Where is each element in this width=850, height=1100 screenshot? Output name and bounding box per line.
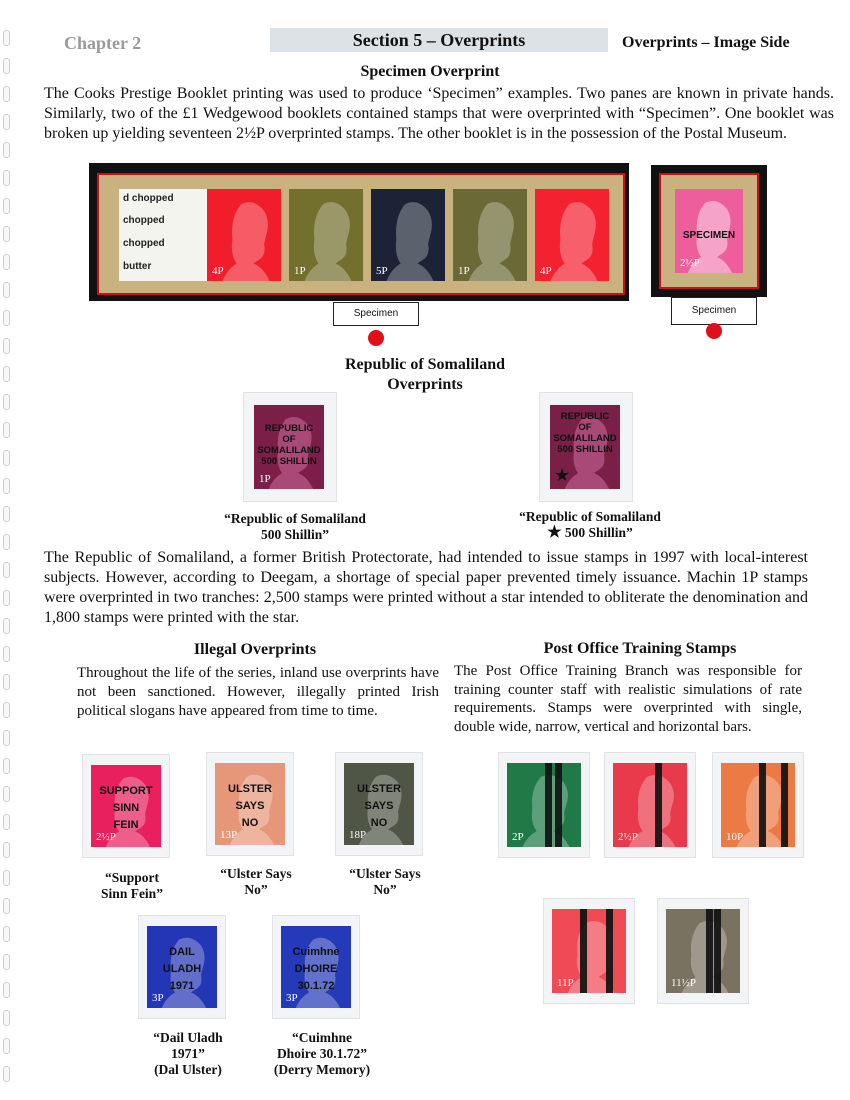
caption-line: “Ulster Says [220, 866, 292, 881]
stamp-value: 2½P [618, 831, 638, 843]
star-icon: ★ [547, 524, 562, 541]
stamp-value: 18P [349, 829, 367, 841]
binder-hole [3, 198, 10, 214]
overprint-line: SAYS [235, 800, 265, 812]
booklet-pane [97, 173, 625, 295]
illegal-overprint-stamp [281, 926, 351, 1008]
training-stamp [721, 763, 795, 847]
stamp-value: 1P [458, 265, 470, 277]
single-stamp-frame [659, 173, 759, 289]
somaliland-heading-line2: Overprints [387, 376, 463, 393]
stamp-mount [543, 898, 635, 1004]
obliteration-bar [714, 909, 721, 993]
page-side-title: Overprints – Image Side [622, 34, 790, 51]
stamp-value: 11½P [671, 977, 696, 989]
stamp-mount [138, 915, 226, 1019]
binder-hole [3, 646, 10, 662]
slogan-overprint [147, 944, 217, 995]
binder-hole [3, 702, 10, 718]
stamp-value: 4P [212, 265, 224, 277]
overprint-line: OF [578, 422, 592, 433]
binder-hole [3, 114, 10, 130]
obliteration-bar [655, 763, 662, 847]
binder-hole [3, 30, 10, 46]
stamp-mount [335, 752, 423, 856]
somaliland-overprint [550, 411, 620, 455]
binder-hole [3, 422, 10, 438]
binder-hole [3, 926, 10, 942]
illegal-stamp-caption [330, 866, 440, 898]
overprint-line: SOMALILAND [257, 445, 321, 456]
obliteration-bar [555, 763, 562, 847]
overprint-line: OF [282, 434, 296, 445]
binder-hole [3, 226, 10, 242]
overprint-line: 500 SHILLIN [557, 444, 613, 455]
caption-line: “Dail Uladh [153, 1030, 223, 1045]
training-stamp [666, 909, 740, 993]
overprint-line: SINN [112, 802, 140, 814]
illegal-stamp-caption [267, 1030, 377, 1078]
overprint-line: ULSTER [357, 783, 401, 795]
training-stamp [552, 909, 626, 993]
caption-line: “Ulster Says [349, 866, 421, 881]
specimen-single-stamp [675, 189, 743, 273]
training-paragraph: The Post Office Training Branch was responsible for training counter staff with realistic simulations of rate requirements. Stamps were overprinted with single, double wide, narrow, vertical and horizontal bars. [454, 663, 802, 735]
illegal-paragraph: Throughout the life of the series, inland use overprints have not been sanctioned. However, illegally printed Irish political slogans have appeared from time to time. [77, 665, 439, 719]
binder-hole [3, 170, 10, 186]
booklet-selvage [119, 189, 207, 281]
stamp-mount [82, 754, 170, 858]
caption-line: 1971” [171, 1046, 205, 1061]
overprint-line: REPUBLIC [560, 411, 610, 422]
caption-line: “Cuimhne [291, 1030, 352, 1045]
binder-hole [3, 1038, 10, 1054]
overprint-line: SUPPORT [99, 785, 153, 797]
caption-line: (Derry Memory) [273, 1062, 371, 1077]
binder-hole [3, 814, 10, 830]
binder-hole [3, 1010, 10, 1026]
stamp-value: 2½P [680, 257, 700, 269]
binder-hole [3, 562, 10, 578]
binder-hole [3, 758, 10, 774]
illegal-stamp-caption [133, 1030, 243, 1078]
binder-hole [3, 310, 10, 326]
overprint-line: DHOIRE [294, 963, 338, 975]
booklet-stamp [535, 189, 609, 281]
single-stamp-mount [651, 165, 767, 297]
caption-text: 500 Shillin” [564, 525, 633, 540]
binder-hole [3, 1066, 10, 1082]
overprint-line: ULADH [162, 963, 202, 975]
binder-edge [0, 0, 14, 1100]
red-dot-marker [368, 330, 384, 346]
overprint-line: ULSTER [228, 783, 272, 795]
booklet-pane-mount [89, 163, 629, 301]
stamp-value: 3P [286, 992, 298, 1004]
caption-line: “Republic of Somaliland [519, 509, 661, 524]
somaliland-paragraph: The Republic of Somaliland, a former British Protectorate, had intended to issue stamps in 1997 with local-interest subjects. However, according to Deegam, a shortage of special paper prevented timely issuance. Machin 1P stamps were overprinted in two tranches: 2,500 stamps were printed without a star intended to obliterate the denomination and 1,800 stamps were printed with the star. [44, 549, 808, 626]
obliteration-bar [759, 763, 766, 847]
binder-hole [3, 58, 10, 74]
binder-hole [3, 506, 10, 522]
binder-hole [3, 954, 10, 970]
illegal-heading: Illegal Overprints [193, 641, 317, 658]
stamp-mount [712, 752, 804, 858]
stamp-value: 2P [512, 831, 524, 843]
section-title: Section 5 – Overprints [270, 28, 608, 52]
booklet-stamp [371, 189, 445, 281]
stamp-mount [243, 392, 337, 502]
specimen-paragraph: The Cooks Prestige Booklet printing was used to produce ‘Specimen” examples. Two panes are known in private hands. Similarly, two of the £1 Wedgewood booklets contained stamps that were overprinted with “Specimen”. One booklet was broken up yielding seventeen 2½P overprinted stamps. The other booklet is in the possession of the Postal Museum. [44, 85, 834, 142]
stamp-value: 5P [376, 265, 388, 277]
binder-hole [3, 590, 10, 606]
somaliland-overprint [254, 423, 324, 467]
training-stamp [507, 763, 581, 847]
overprint-line: Cuimhne [292, 946, 340, 958]
slogan-overprint [281, 944, 351, 995]
caption-line: 500 Shillin” [261, 527, 329, 542]
somaliland-caption-left [205, 511, 385, 543]
illegal-overprint-stamp [147, 926, 217, 1008]
selvage-line: butter [123, 261, 152, 272]
stamp-value: 1P [294, 265, 306, 277]
overprint-line: 500 SHILLIN [261, 456, 317, 467]
binder-hole [3, 86, 10, 102]
stamp-value: 4P [540, 265, 552, 277]
illegal-overprint-stamp [91, 765, 161, 847]
stamp-value: 1P [259, 473, 271, 485]
overprint-line: NO [241, 817, 259, 829]
stamp-mount [604, 752, 696, 858]
booklet-stamp [207, 189, 281, 281]
stamp-value: 11P [557, 977, 574, 989]
specimen-label-left: Specimen [333, 302, 419, 326]
binder-hole [3, 394, 10, 410]
illegal-stamp-caption [201, 866, 311, 898]
obliteration-bar [706, 909, 713, 993]
binder-hole [3, 282, 10, 298]
binder-hole [3, 142, 10, 158]
binder-hole [3, 786, 10, 802]
obliteration-bar [606, 909, 613, 993]
stamp-mount [206, 752, 294, 856]
binder-hole [3, 618, 10, 634]
binder-hole [3, 674, 10, 690]
illegal-overprint-stamp [215, 763, 285, 845]
stamp-value: 13P [220, 829, 238, 841]
binder-hole [3, 842, 10, 858]
overprint-line: 30.1.72 [297, 980, 335, 992]
binder-hole [3, 254, 10, 270]
somaliland-stamp-star [550, 405, 620, 489]
stamp-mount [539, 392, 633, 502]
binder-hole [3, 366, 10, 382]
specimen-heading: Specimen Overprint [360, 63, 500, 80]
binder-hole [3, 898, 10, 914]
slogan-overprint [91, 783, 161, 834]
slogan-overprint [215, 781, 285, 832]
obliteration-bar [580, 909, 587, 993]
selvage-line: chopped [123, 238, 165, 249]
selvage-line: d chopped [123, 193, 174, 204]
binder-hole [3, 870, 10, 886]
binder-hole [3, 534, 10, 550]
binder-hole [3, 450, 10, 466]
illegal-overprint-stamp [344, 763, 414, 845]
somaliland-heading-line1: Republic of Somaliland [344, 356, 506, 373]
caption-line: (Dal Ulster) [154, 1062, 222, 1077]
caption-line: “Support [104, 870, 160, 885]
binder-hole [3, 730, 10, 746]
caption-line [500, 525, 680, 541]
caption-line: Sinn Fein” [101, 886, 163, 901]
obliteration-bar [545, 763, 552, 847]
booklet-stamp [453, 189, 527, 281]
stamp-mount [657, 898, 749, 1004]
somaliland-heading [300, 355, 550, 395]
overprint-line: NO [370, 817, 388, 829]
illegal-stamp-caption [77, 870, 187, 902]
booklet-stamp [289, 189, 363, 281]
chapter-label: Chapter 2 [64, 33, 142, 53]
overprint-line: 1971 [169, 980, 195, 992]
caption-line: Dhoire 30.1.72” [276, 1046, 368, 1061]
star-icon: ★ [554, 465, 571, 485]
red-dot-marker [706, 323, 722, 339]
somaliland-caption-right [500, 509, 680, 541]
overprint-line: SOMALILAND [553, 433, 617, 444]
slogan-overprint [344, 781, 414, 832]
binder-hole [3, 478, 10, 494]
binder-hole [3, 338, 10, 354]
binder-hole [3, 982, 10, 998]
overprint-line: SAYS [364, 800, 394, 812]
obliteration-bar [781, 763, 788, 847]
training-heading: Post Office Training Stamps [543, 640, 737, 657]
overprint-line: FEIN [113, 819, 139, 831]
stamp-value: 10P [726, 831, 744, 843]
caption-line: No” [373, 882, 397, 897]
overprint-line: DAIL [169, 946, 195, 958]
overprint-line: REPUBLIC [264, 423, 314, 434]
caption-line: No” [244, 882, 268, 897]
somaliland-stamp-plain [254, 405, 324, 489]
caption-line: “Republic of Somaliland [224, 511, 366, 526]
stamp-value: 3P [152, 992, 164, 1004]
specimen-label-right: Specimen [671, 297, 757, 325]
stamp-mount [498, 752, 590, 858]
stamp-value: 2½P [96, 831, 116, 843]
training-stamp [613, 763, 687, 847]
specimen-overprint: SPECIMEN [682, 230, 736, 241]
selvage-line: chopped [123, 215, 165, 226]
stamp-mount [272, 915, 360, 1019]
